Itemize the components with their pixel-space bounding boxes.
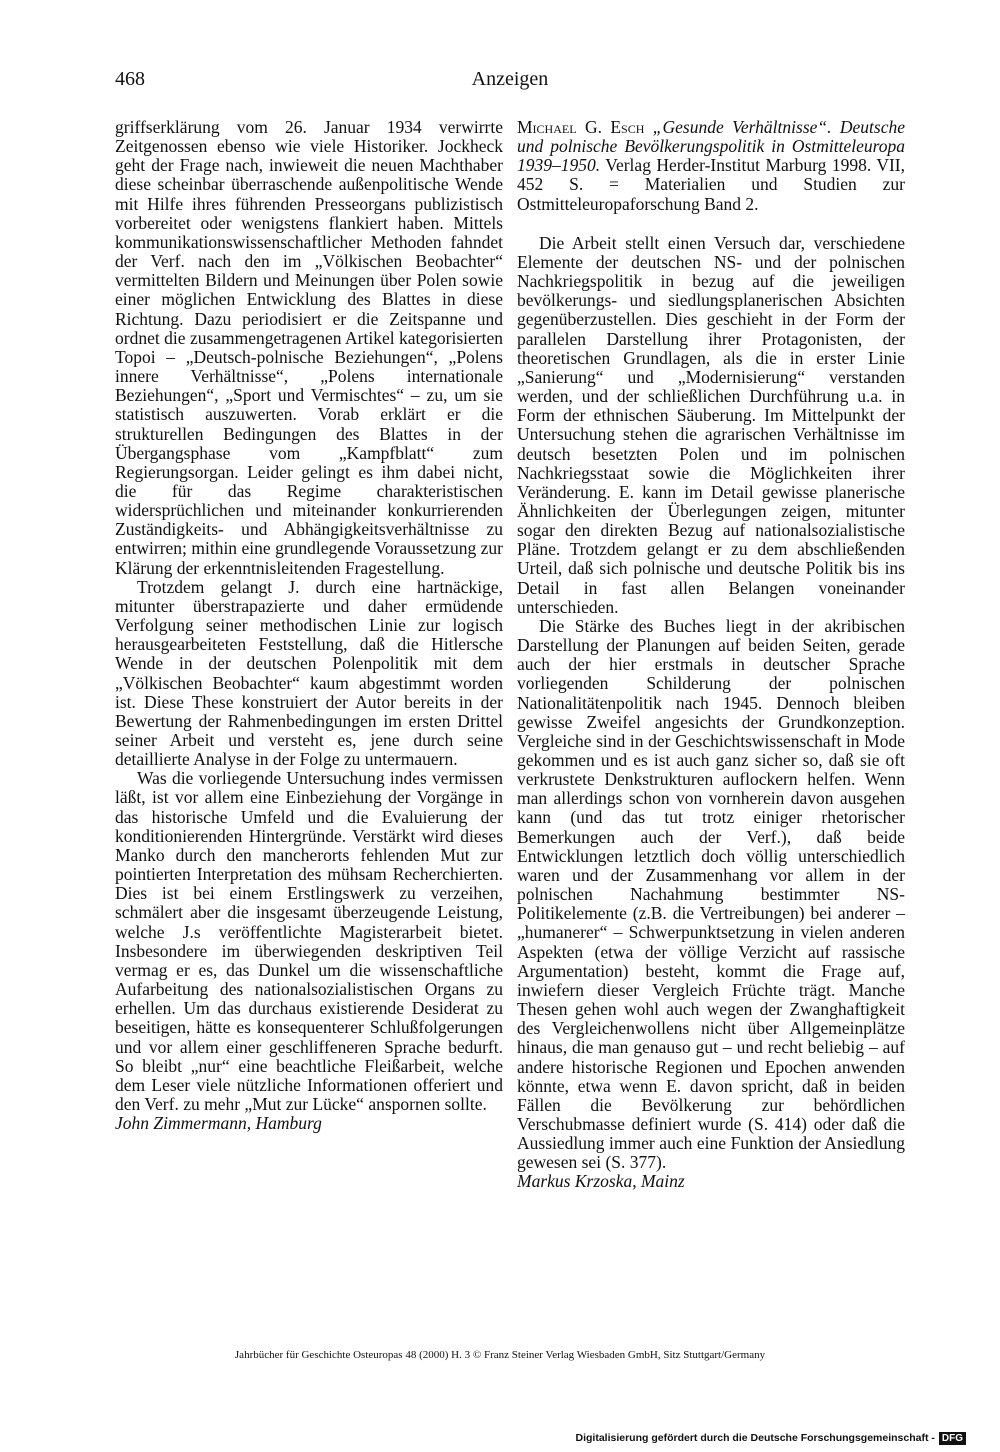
review-title: „Gesunde Verhältnisse“. Deutsche und polnische Bevölkerungspolitik in Ostmitteleuropa 1939–1950. [517,117,906,176]
running-head: Anzeigen [471,68,549,90]
footer-citation: Jahrbücher für Geschichte Osteuropas 48 (2000) H. 3 © Franz Steiner Verlag Wiesbaden GmbH, Sitz Stuttgart/Germany [234,1349,766,1361]
dfg-logo: DFG [939,1432,966,1445]
right-column [517,118,905,1192]
page-number: 468 [115,68,145,90]
left-column [115,118,503,1133]
left-paragraph-3: Was die vorliegende Untersuchung indes vermissen läßt, ist vor allem eine Einbeziehung der Vorgänge in das historische Umfeld und die Evaluierung der konditionierenden Hintergründe. Verstärkt wird dieses Manko durch den mancherorts fehlenden Mut zur pointierten Interpretation des mühsam Recherchierten. Dies ist bei einem Erstlingswerk zu verzeihen, schmälert aber die insgesamt überzeugende Leistung, welche J.s veröffentlichte Magisterarbeit bietet. Insbesondere im überwiegenden deskriptiven Teil vermag er es, das Dunkel um die wissenschaftliche Aufarbeitung des nationalsozialistischen Organs zu erhellen. Um das durchaus existierende Desiderat zu beseitigen, hätte es konsequenterer Schlußfolgerungen und vor allem einer geschliffeneren Sprache bedurft. So bleibt „nur“ eine beachtliche Fleißarbeit, welche dem Leser viele nützliche Informationen offeriert und den Verf. zu mehr „Mut zur Lücke“ anspornen sollte. [115,768,503,1114]
digitization-note [576,1432,967,1445]
review-publication: Verlag Herder-Institut Marburg 1998. VII, 452 S. = Materialien und Studien zur Ostmitteleuropaforschung Band 2. [517,155,905,214]
left-signature: John Zimmermann, Hamburg [115,1113,322,1134]
right-signature: Markus Krzoska, Mainz [517,1171,685,1192]
right-paragraph-2: Die Stärke des Buches liegt in der akribischen Darstellung der Planungen auf beiden Seiten, gerade auch der hier erstmals in deutscher Sprache vorliegenden Schilderung der polnischen Nationalitätenpolitik nach 1945. Dennoch bleiben gewisse Zweifel angesichts der Grundkonzeption. Vergleiche sind in der Geschichtswissenschaft in Mode gekommen und es ist auch ganz sicher so, daß sie oft verkrustete Denkstrukturen auflockern helfen. Wenn man allerdings schon von vornherein davon ausgehen kann (und das tut trotz einiger rhetorischer Bemerkungen auch der Verf.), daß beide Entwicklungen letztlich doch völlig unterschiedlich waren und der Zusammenhang vor allem in der polnischen Nachahmung bestimmter NS-Politikelemente (z.B. die Vertreibungen) bei anderer – „humanerer“ – Schwerpunktsetzung in vielen anderen Aspekten (etwa der völlige Verzicht auf rassische Argumentation) besteht, kommt die Frage auf, inwiefern dieser Vergleich Früchte trägt. Manche Thesen gehen wohl auch wegen der Zwanghaftigkeit des Vergleichenwollens nicht über Allgemeinplätze hinaus, die man genauso gut – und recht beliebig – auf andere historische Regionen und Epochen anwenden könnte, etwa wenn E. davon spricht, daß in beiden Fällen die Bevölkerung zur behördlichen Verschubmasse definiert wurde (S. 414) oder daß die Aussiedlung immer auch eine Funktion der Ansiedlung gewesen sei (S. 377). [517,615,905,1173]
left-paragraph-1: griffserklärung vom 26. Januar 1934 verwirrte Zeitgenossen ebenso wie viele Historiker. Jockheck geht der Frage nach, inwieweit die neuen Machthaber diese scheinbar überraschende außenpolitische Wende mit Hilfe ihres führenden Presseorgans publizistisch vorbereitet oder wenigstens flankiert haben. Mittels kommunikationswissenschaftlicher Methoden fahndet der Verf. nach den im „Völkischen Beobachter“ vermittelten Bildern und Meinungen über Polen sowie einer möglichen Entwicklung des Blattes in diese Richtung. Dazu periodisiert er die Zeitspanne und ordnet die zusammengetragenen Artikel kategorisierten Topoi – „Deutsch-polnische Beziehungen“, „Polens innere Verhältnisse“, „Polens internationale Beziehungen“, „Sport und Vermischtes“ – zu, um sie statistisch auszuwerten. Vorab erklärt er die strukturellen Bedingungen des Blattes in der Übergangsphase vom „Kampfblatt“ zum Regierungsorgan. Leider gelingt es ihm dabei nicht, die für das Regime charakteristischen widersprüchlichen und miteinander konkurrierenden Zuständigkeits- und Abhängigkeitsverhältnisse zu entwirren; mithin eine grundlegende Voraussetzung zur Klärung der erkenntnisleitenden Fragestellung. [115,117,503,578]
digitization-text: Digitalisierung gefördert durch die Deutsche Forschungsgemeinschaft - [575,1432,935,1444]
review-author: Michael G. Esch [517,117,645,137]
page-header [115,66,905,94]
review-header [517,118,905,214]
right-paragraph-1: Die Arbeit stellt einen Versuch dar, verschiedene Elemente der deutschen NS- und der polnischen Nachkriegspolitik in bezug auf die jeweiligen bevölkerungs- und siedlungsplanerischen Absichten gegenüberzustellen. Dies geschieht in der Form der parallelen Darstellung ihrer Protagonisten, der theoretischen Grundlagen, als die in erster Linie „Sanierung“ und „Modernisierung“ verstanden werden, und der schließlichen Durchführung u.a. in Form der ethnischen Säuberung. Im Mittelpunkt der Untersuchung stehen die agrarischen Verhältnisse im deutsch besetzten Polen und im polnischen Nachkriegsstaat sowie die Möglichkeiten ihrer Veränderung. E. kann im Detail gewisse planerische Ähnlichkeiten der Überlegungen zeigen, mitunter sogar den direkten Bezug auf nationalsozialistische Pläne. Trotzdem gelangt er zu dem abschließenden Urteil, daß sich polnische und deutsche Politik bis ins Detail in fast allen Belangen voneinander unterschieden. [517,232,905,617]
left-paragraph-2: Trotzdem gelangt J. durch eine hartnäckige, mitunter überstrapazierte und daher ermüdende Verfolgung seiner methodischen Linie zur logisch herausgearbeiteten Feststellung, daß die Hitlersche Wende in der deutschen Polenpolitik mit dem „Völkischen Beobachter“ kaum abgestimmt worden ist. Diese These konstruiert der Autor bereits in der Bewertung der Rahmenbedingungen im ersten Drittel seiner Arbeit und versteht es, jene durch seine detaillierte Analyse in der Folge zu untermauern. [115,576,503,770]
